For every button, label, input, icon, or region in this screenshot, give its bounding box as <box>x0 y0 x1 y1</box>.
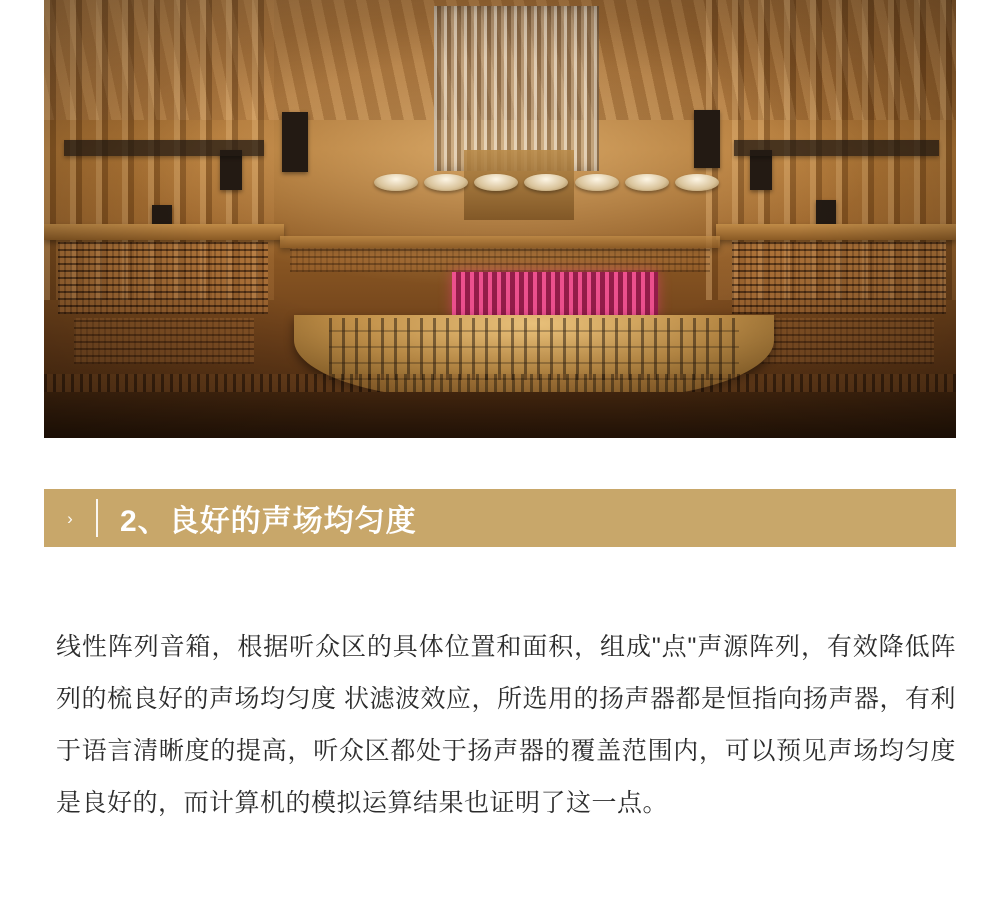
seating-block-left <box>58 242 268 314</box>
stage-curtain <box>452 272 658 318</box>
upper-wall-niches-right <box>734 140 939 156</box>
upper-wall-niches-left <box>64 140 264 156</box>
seating-block-lower-left <box>74 318 254 364</box>
hall-scene <box>44 0 956 438</box>
acoustic-reflector <box>474 174 518 191</box>
orchestra-chairs-and-stands <box>329 318 739 380</box>
balcony-front-left <box>44 224 284 240</box>
seating-block-center <box>290 248 710 272</box>
acoustic-reflector <box>524 174 568 191</box>
acoustic-reflector <box>625 174 669 191</box>
organ-pipes <box>434 6 599 171</box>
speaker-cluster <box>282 112 308 172</box>
acoustic-reflector <box>424 174 468 191</box>
section-title: 2、良好的声场均匀度 <box>120 505 417 538</box>
concert-hall-photo <box>44 0 956 438</box>
speaker-cluster <box>816 200 836 226</box>
section-paragraph: 线性阵列音箱，根据听众区的具体位置和面积，组成"点"声源阵列，有效降低阵列的梳良好的声场均匀度 状滤波效应，所选用的扬声器都是恒指向扬声器，有利于语言清晰度的提高，听众区都处于扬声器的覆盖范围内，可以预见声场均匀度是良好的，而计算机的模拟运算结果也证明了这一点。 <box>56 633 956 817</box>
acoustic-reflector <box>374 174 418 191</box>
speaker-cluster <box>750 150 772 190</box>
seating-block-right <box>732 242 946 314</box>
foreground-shadow <box>44 392 956 438</box>
speaker-cluster <box>694 110 720 168</box>
balcony-front-right <box>716 224 956 240</box>
speaker-cluster <box>220 150 242 190</box>
section-heading-bar <box>44 489 956 547</box>
heading-divider <box>96 499 98 537</box>
chevron-right-icon: › <box>67 508 73 528</box>
acoustic-reflector <box>675 174 719 191</box>
acoustic-reflector <box>575 174 619 191</box>
acoustic-reflectors <box>374 168 719 196</box>
balcony-front-center <box>280 236 720 248</box>
